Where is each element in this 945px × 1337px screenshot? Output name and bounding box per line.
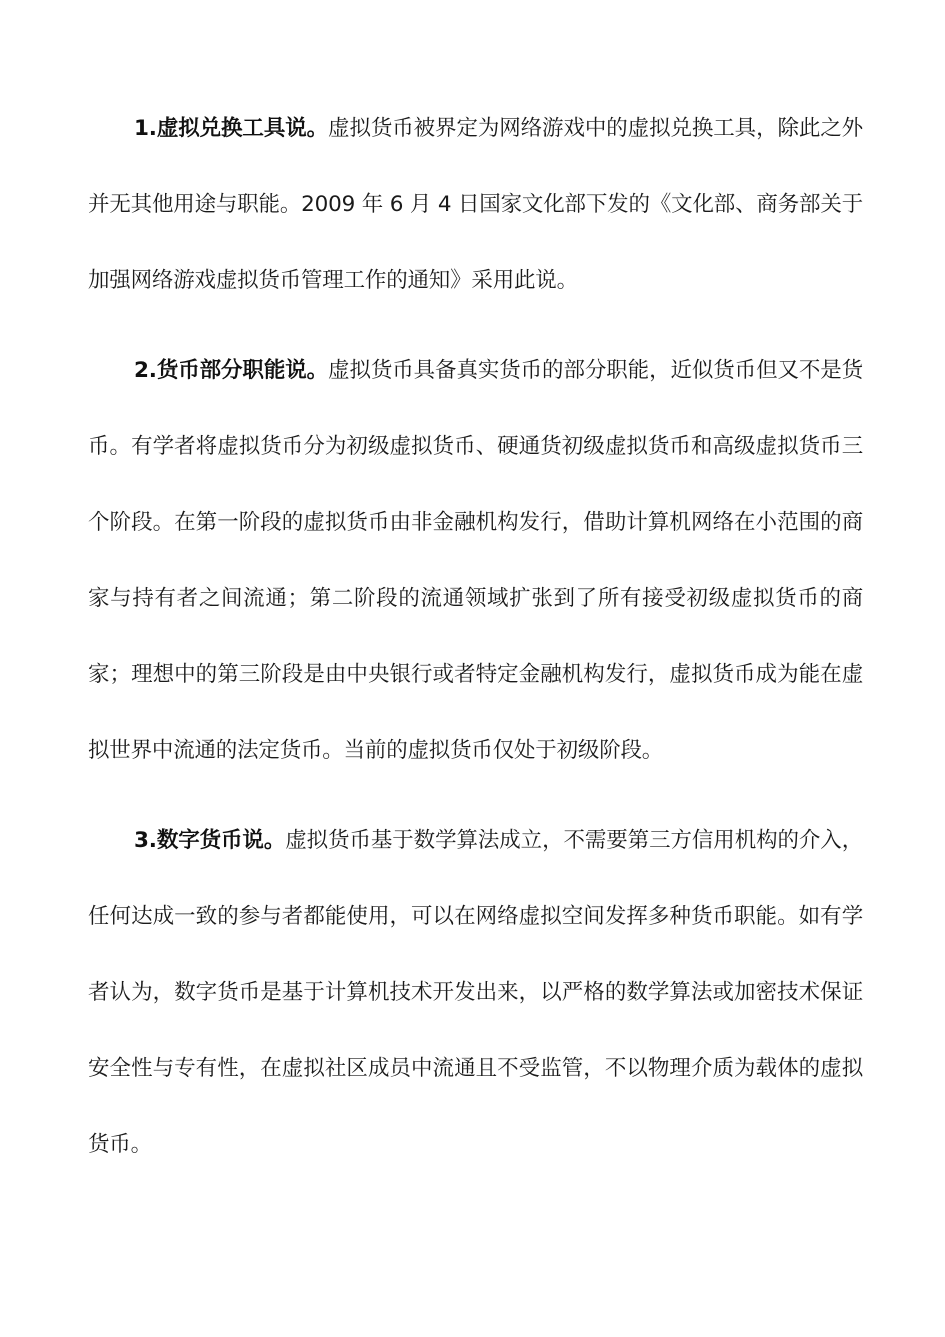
paragraph-2 <box>88 333 863 789</box>
paragraph-2-body: 虚拟货币具备真实货币的部分职能，近似货币但又不是货币。有学者将虚拟货币分为初级虚拟货币、硬通货初级虚拟货币和高级虚拟货币三个阶段。在第一阶段的虚拟货币由非金融机构发行，借助计算机网络在小范围的商家与持有者之间流通；第二阶段的流通领域扩张到了所有接受初级虚拟货币的商家；理想中的第三阶段是由中央银行或者特定金融机构发行，虚拟货币成为能在虚拟世界中流通的法定货币。当前的虚拟货币仅处于初级阶段。 <box>88 358 863 763</box>
paragraph-1-heading: 1.虚拟兑换工具说。 <box>134 116 329 141</box>
paragraph-1 <box>88 91 863 319</box>
paragraph-1-body: 虚拟货币被界定为网络游戏中的虚拟兑换工具，除此之外并无其他用途与职能。2009 年 6 月 4 日国家文化部下发的《文化部、商务部关于加强网络游戏虚拟货币管理工作的通知》采用此说。 <box>88 116 863 293</box>
paragraph-2-heading: 2.货币部分职能说。 <box>134 358 329 383</box>
paragraph-3-heading: 3.数字货币说。 <box>134 828 286 853</box>
paragraph-3-body: 虚拟货币基于数学算法成立，不需要第三方信用机构的介入，任何达成一致的参与者都能使用，可以在网络虚拟空间发挥多种货币职能。如有学者认为，数字货币是基于计算机技术开发出来，以严格的数学算法或加密技术保证安全性与专有性，在虚拟社区成员中流通且不受监管，不以物理介质为载体的虚拟货币。 <box>88 828 863 1157</box>
paragraph-3 <box>88 803 863 1183</box>
